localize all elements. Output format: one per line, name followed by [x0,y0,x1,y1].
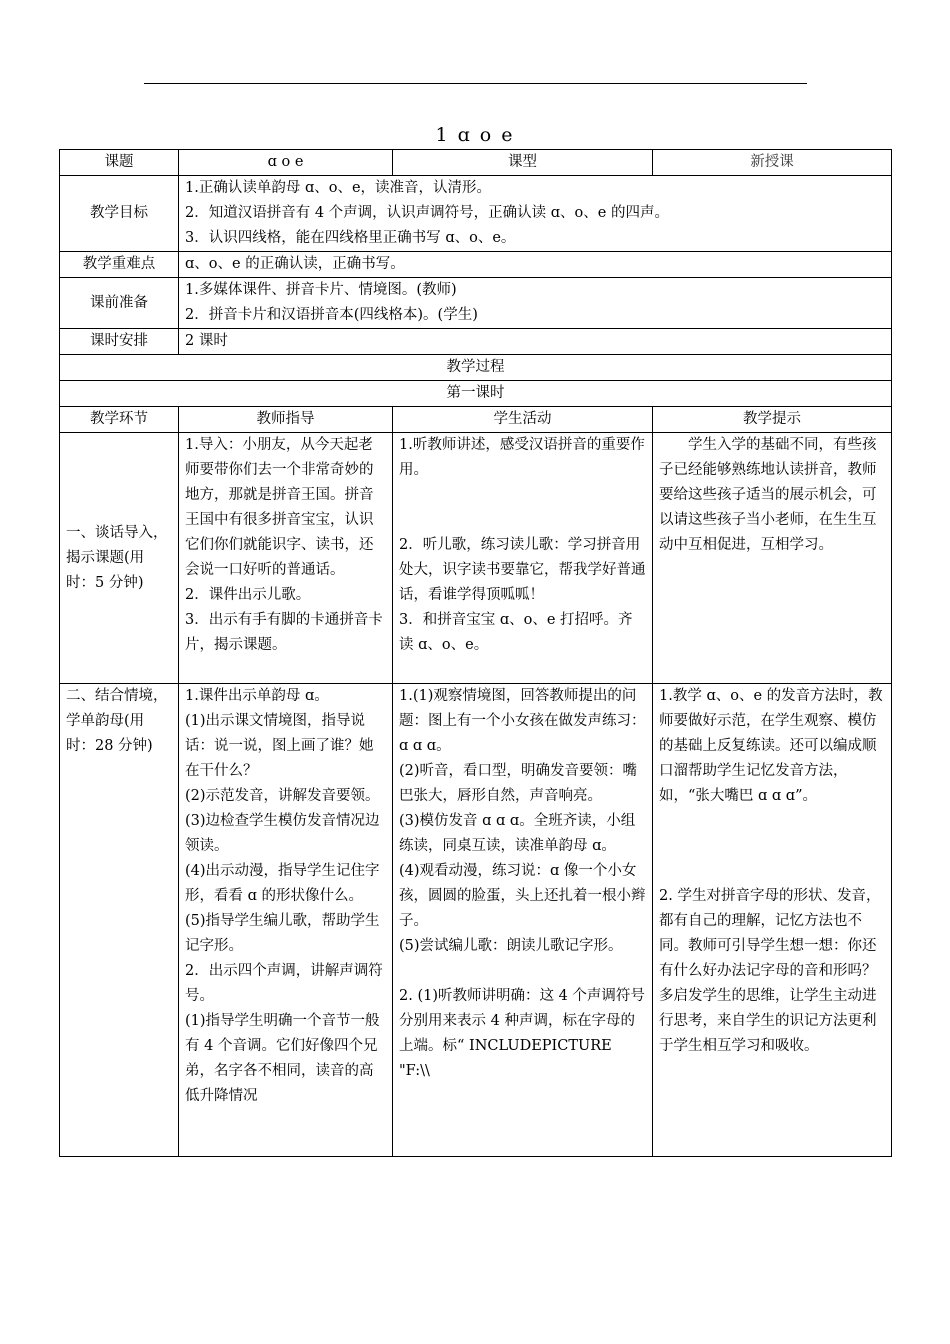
teacher-step: 3．出示有手有脚的卡通拼音卡片，揭示课题。 [185,612,383,653]
row-key-points [60,252,892,278]
spacer [399,483,646,533]
key-value: ɑ、o、e 的正确认读，正确书写。 [179,252,892,278]
student-cell [393,433,653,684]
lesson-plan-table [59,149,892,1157]
stage-cell: 一、谈话导入，揭示课题(用时：5 分钟) [60,433,179,684]
table-row [60,433,892,684]
goals-content [179,176,892,252]
student-cell [393,684,653,1157]
topic-value: ɑ o e [179,150,393,176]
schedule-value: 2 课时 [179,329,892,355]
prep-label: 课前准备 [60,278,179,329]
row-goals [60,176,892,252]
spacer [659,809,885,859]
header-rule [144,83,807,84]
row-lesson-title [60,381,892,407]
teacher-step: 1.课件出示单韵母 ɑ。 [185,688,329,704]
prep-content [179,278,892,329]
teacher-step: 2．课件出示儿歌。 [185,587,311,603]
goal-item: 2．知道汉语拼音有 4 个声调，认识声调符号，正确认读 ɑ、o、e 的四声。 [185,205,669,221]
lesson-title: 第一课时 [60,381,892,407]
student-step: (5)尝试编儿歌：朗读儿歌记字形。 [399,938,623,954]
row-preparation [60,278,892,329]
type-value: 新授课 [653,150,892,176]
student-step: 1.听教师讲述，感受汉语拼音的重要作用。 [399,437,645,478]
row-process-title [60,355,892,381]
type-label: 课型 [393,150,653,176]
student-step: 3．和拼音宝宝 ɑ、o、e 打招呼。齐读 ɑ、o、e。 [399,612,633,653]
column-header: 教学环节 [60,407,179,433]
document-title: 1 ɑ o e [435,124,515,146]
process-title: 教学过程 [60,355,892,381]
stage-cell: 二、结合情境，学单韵母(用时：28 分钟) [60,684,179,1157]
goals-label: 教学目标 [60,176,179,252]
tip-cell: 学生入学的基础不同，有些孩子已经能够熟练地认读拼音，教师要给这些孩子适当的展示机会，可以请这些孩子当小老师，在生生互动中互相促进，互相学习。 [653,433,892,684]
key-label: 教学重难点 [60,252,179,278]
student-step: (2)听音，看口型，明确发音要领：嘴巴张大，唇形自然，声音响亮。 [399,763,638,804]
teacher-cell [179,433,393,684]
topic-label: 课题 [60,150,179,176]
row-schedule [60,329,892,355]
prep-item: 2．拼音卡片和汉语拼音本(四线格本)。(学生) [185,307,478,323]
teacher-step: (2)示范发音，讲解发音要领。 [185,788,380,804]
goal-item: 3．认识四线格，能在四线格里正确书写 ɑ、o、e。 [185,230,516,246]
spacer [659,859,885,884]
student-step: (4)观看动漫，练习说：ɑ 像一个小女孩，圆圆的脸蛋，头上还扎着一根小辫子。 [399,863,646,929]
goal-item: 1.正确认读单韵母 ɑ、o、e，读准音，认清形。 [185,180,492,196]
teacher-step: (5)指导学生编儿歌，帮助学生记字形。 [185,913,380,954]
column-header: 学生活动 [393,407,653,433]
student-step: 2. (1)听教师讲明确：这 4 个声调符号分别用来表示 4 种声调，标在字母的上端。标“ INCLUDEPICTURE "F:\\ [399,988,645,1079]
teacher-step: (4)出示动漫，指导学生记住字形，看看 ɑ 的形状像什么。 [185,863,380,904]
spacer [399,959,646,984]
prep-item: 1.多媒体课件、拼音卡片、情境图。(教师) [185,282,457,298]
tip-item: 1.教学 ɑ、o、e 的发音方法时，教师要做好示范，在学生观察、模仿的基础上反复练读。还可以编成顺口溜帮助学生记忆发音方法，如，“张大嘴巴 ɑ ɑ ɑ”。 [659,688,883,804]
teacher-cell [179,684,393,1157]
row-topic [60,150,892,176]
schedule-label: 课时安排 [60,329,179,355]
teacher-step: (3)边检查学生模仿发音情况边领读。 [185,813,380,854]
column-header: 教学提示 [653,407,892,433]
teacher-step: 1.导入：小朋友，从今天起老师要带你们去一个非常奇妙的地方，那就是拼音王国。拼音王国中有很多拼音宝宝，认识它们你们就能识字、读书，还会说一口好听的普通话。 [185,437,374,578]
tip-item: 2. 学生对拼音字母的形状、发音，都有自己的理解，记忆方法也不同。教师可引导学生想一想：你还有什么好办法记字母的音和形吗？多启发学生的思维，让学生主动进行思考，来自学生的识记方法更利于学生相互学习和吸收。 [659,888,881,1054]
student-step: 2．听儿歌，练习读儿歌：学习拼音用处大，识字读书要靠它，帮我学好普通话，看谁学得顶呱呱！ [399,537,646,603]
student-step: 1.(1)观察情境图，回答教师提出的问题：图上有一个小女孩在做发声练习：ɑ ɑ ɑ。 [399,688,646,754]
column-header: 教师指导 [179,407,393,433]
student-step: (3)模仿发音 ɑ ɑ ɑ。全班齐读，小组练读，同桌互读，读准单韵母 ɑ。 [399,813,636,854]
table-row [60,684,892,1157]
teacher-step: (1)出示课文情境图，指导说话：说一说，图上画了谁？她在干什么？ [185,713,374,779]
teacher-step: 2．出示四个声调，讲解声调符号。 [185,963,383,1004]
row-column-headers [60,407,892,433]
tip-cell [653,684,892,1157]
teacher-step: (1)指导学生明确一个音节一般有 4 个音调。它们好像四个兄弟，名字各不相同，读音的高低升降情况 [185,1013,380,1104]
